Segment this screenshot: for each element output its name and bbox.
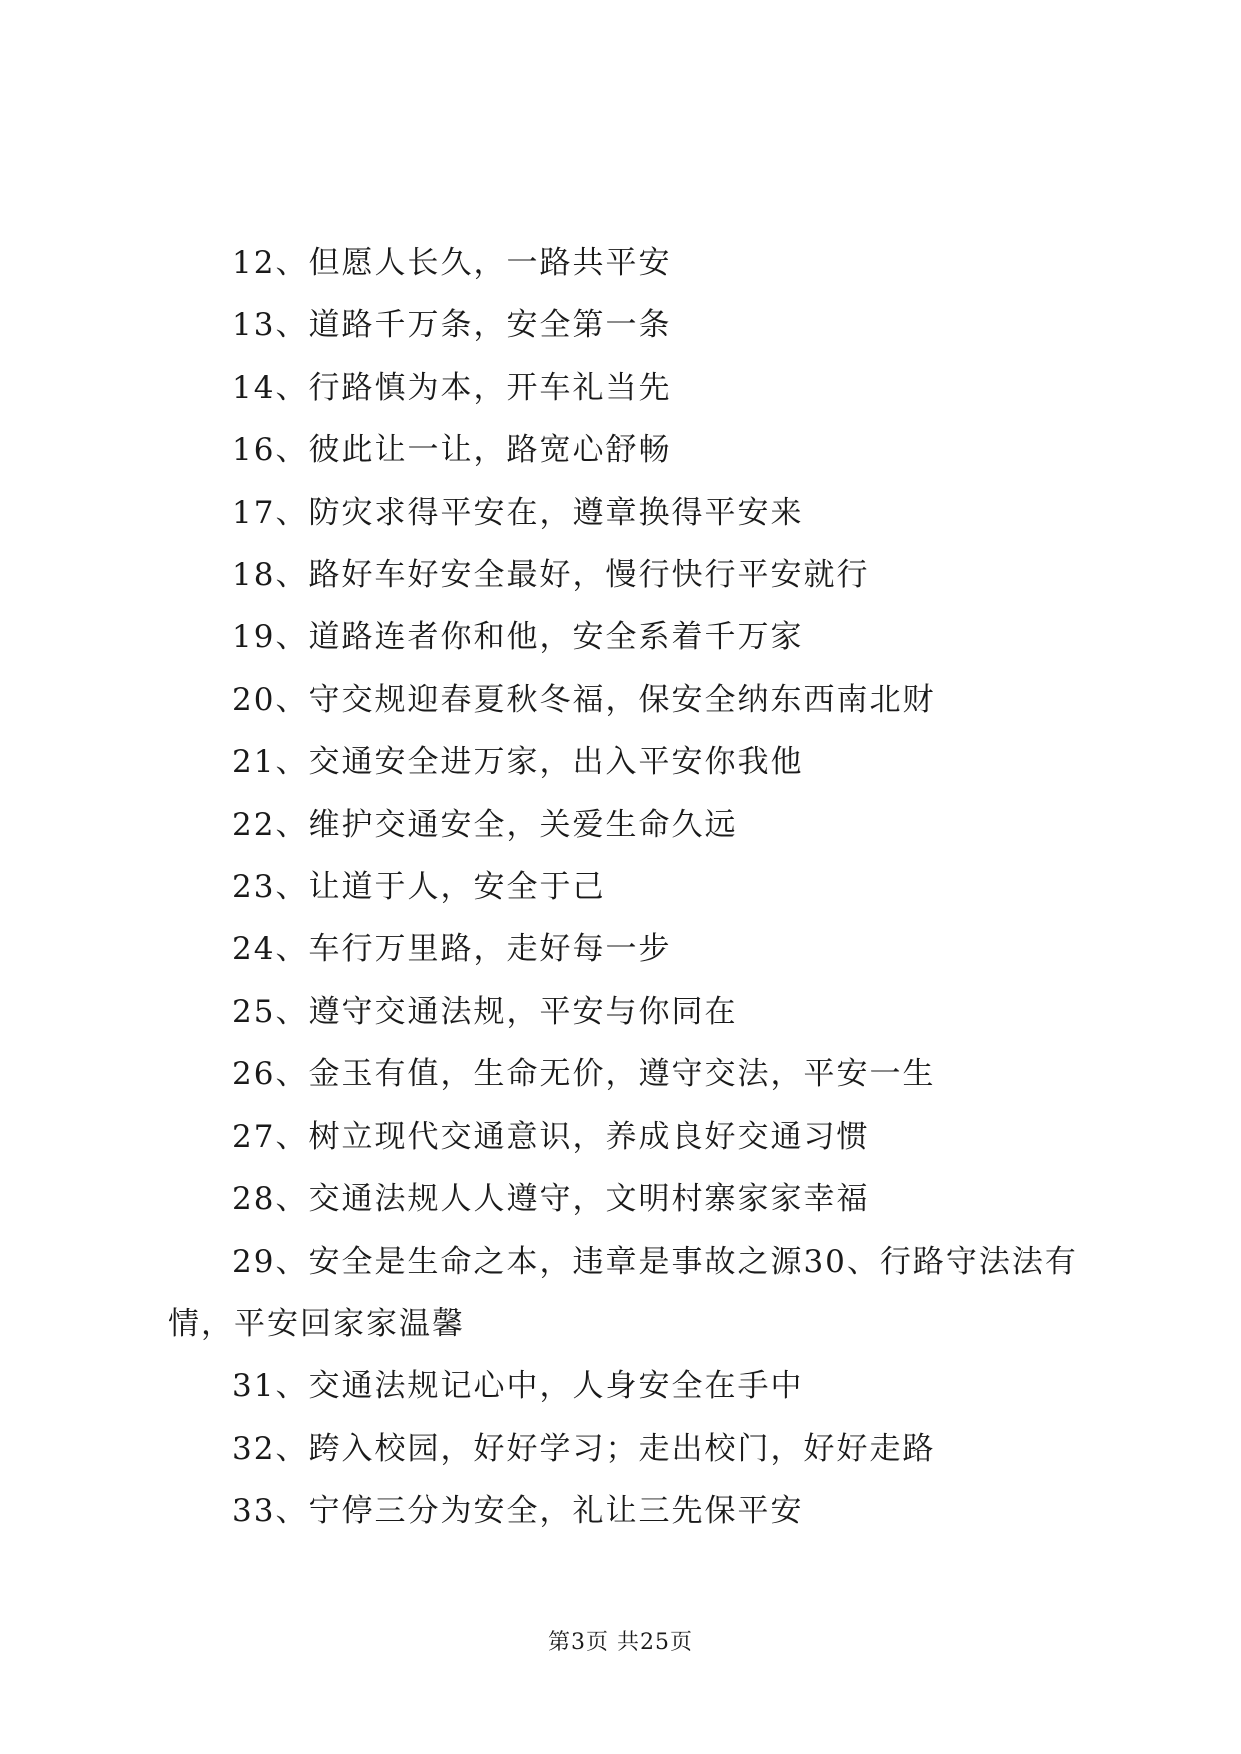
list-item: 29、安全是生命之本，违章是事故之源30、行路守法法有情，平安回家家温馨 bbox=[168, 1243, 1078, 1342]
list-item: 12、但愿人长久，一路共平安 bbox=[232, 245, 672, 281]
list-item: 28、交通法规人人遵守，文明村寨家家幸福 bbox=[232, 1181, 870, 1218]
list-item: 22、维护交通安全，关爱生命久远 bbox=[232, 806, 738, 843]
list-item: 32、跨入校园，好好学习；走出校门，好好走路 bbox=[232, 1430, 936, 1467]
list-item: 25、遵守交通法规，平安与你同在 bbox=[232, 993, 738, 1030]
list-item: 24、车行万里路，走好每一步 bbox=[232, 931, 672, 968]
list-item: 16、彼此让一让，路宽心舒畅 bbox=[232, 432, 672, 469]
list-item: 20、守交规迎春夏秋冬福，保安全纳东西南北财 bbox=[232, 681, 936, 718]
list-item: 26、金玉有值，生命无价，遵守交法，平安一生 bbox=[232, 1056, 936, 1093]
list-item: 13、道路千万条，安全第一条 bbox=[232, 307, 672, 344]
list-item: 23、让道于人，安全于己 bbox=[232, 869, 606, 906]
list-item: 33、宁停三分为安全，礼让三先保平安 bbox=[232, 1493, 804, 1530]
list-item: 19、道路连者你和他，安全系着千万家 bbox=[232, 619, 804, 656]
list-item: 18、路好车好安全最好，慢行快行平安就行 bbox=[232, 557, 870, 594]
list-item: 21、交通安全进万家，出入平安你我他 bbox=[232, 744, 804, 781]
list-item: 31、交通法规记心中，人身安全在手中 bbox=[232, 1368, 804, 1405]
list-item: 17、防灾求得平安在，遵章换得平安来 bbox=[232, 494, 804, 531]
list-item: 27、树立现代交通意识，养成良好交通习惯 bbox=[232, 1118, 870, 1155]
page-number-footer: 第3页 共25页 bbox=[548, 1630, 693, 1655]
slogan-list bbox=[168, 232, 1088, 1543]
list-item: 14、行路慎为本，开车礼当先 bbox=[232, 369, 672, 406]
